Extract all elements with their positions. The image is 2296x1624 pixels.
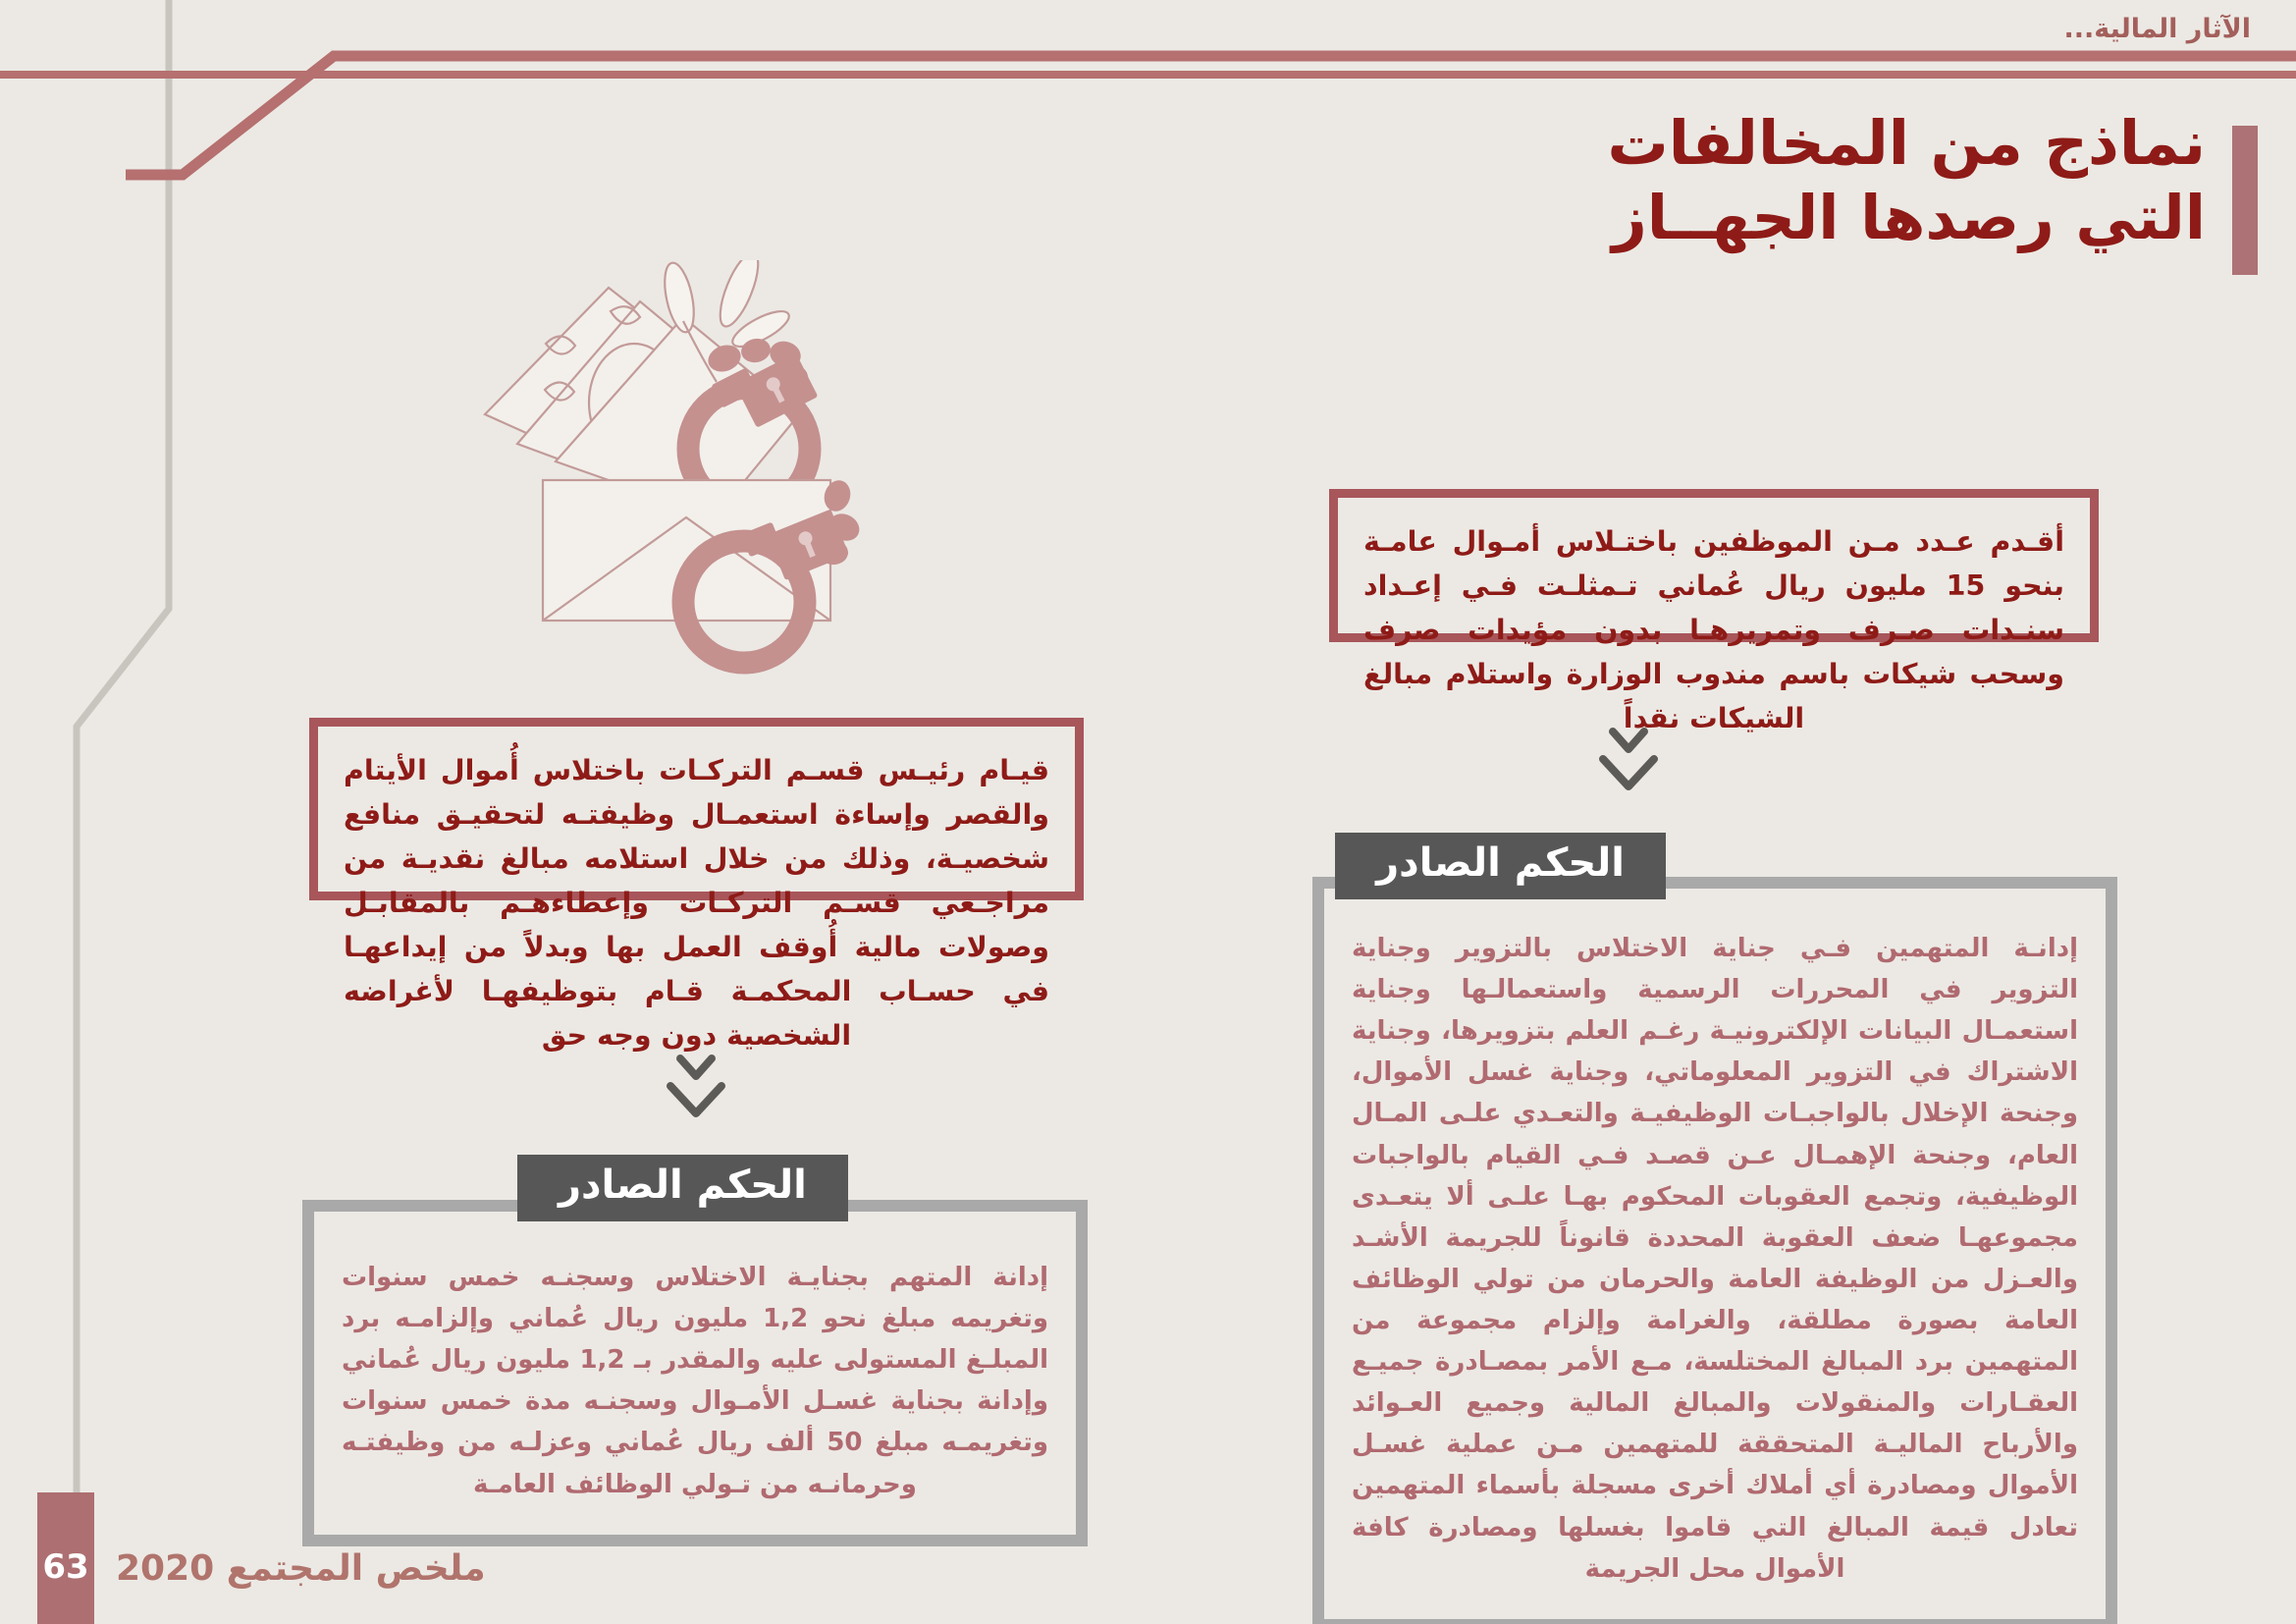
case-right-verdict-text: إدانـة المتهمين فـي جناية الاختلاس بالتزوير وجناية التزوير في المحررات الرسمية واستعمالـها وجناية استعمـال البيانات الإلكترونيـة رغـم العلم بتزويرها، وجناية الاشتراك في التزوير المعلوماتي، وجناية غسل الأموال، وجنحة الإخلال بالواجبـات الوظيفيـة والتعـدي علـى المـال العام، وجنحة الإهمـال عـن قصـد فـي القيام بالواجبات الوظيفية، وتجمع العقوبات المحكوم بهـا علـى ألا يتعـدى مجموعهـا ضعف العقوبة المحددة قانوناً للجريمة الأشـد والعـزل من الوظيفة العامة والحرمان من تولي الوظائف العامة بصورة مطلقة، والغرامة وإلزام مجموعة من المتهمين برد المبالغ المختلسة، مـع الأمر بمصـادرة جميـع العقـارات والمنقولات والمبالغ المالية وجميع العـوائد والأرباح الماليـة المتحققة للمتهمين مـن عملية غسـل الأموال ومصادرة أي أملاك أخرى مسجلة بأسماء المتهمين تعادل قيمة المبالغ التي قاموا بغسلها ومصادرة كافة الأموال محل الجريمة bbox=[1352, 934, 2078, 1584]
case-left-violation-text: قيـام رئيـس قسـم التركـات باختلاس أُموال الأيتام والقصر وإساءة استعمـال وظيفتـه لتحقيـق منافع شخصيـة، وذلك من خلال استلامه مبالغ نقديـة من مراجـعي قسـم التركـات وإعطاءهـم بالمقابـل وصولات مالية أُوقف العمل بها وبدلاً من إيداعهـا في حسـاب المحكمـة قـام بتوظيفهـا لأغراضه الشخصية دون وجه حق bbox=[344, 754, 1049, 1053]
page-kicker: الآثار المالية... bbox=[2063, 14, 2251, 44]
case-right-verdict-box bbox=[1312, 877, 2117, 1624]
case-left-violation-box bbox=[309, 718, 1084, 1053]
case-right-violation-box bbox=[1329, 489, 2099, 735]
page-title bbox=[1607, 106, 2206, 254]
case-left-verdict-box bbox=[302, 1200, 1088, 1546]
header-rule bbox=[0, 71, 2296, 79]
footer-page-number: 63 bbox=[42, 1547, 89, 1587]
page-title-line-2: التي رصدها الجهــاز bbox=[1612, 181, 2206, 253]
case-left-verdict-wrap bbox=[302, 1200, 1088, 1546]
case-left-flow-arrow bbox=[661, 1049, 731, 1121]
case-right-verdict-wrap bbox=[1312, 877, 2117, 1624]
case-right-flow-arrow bbox=[1593, 722, 1664, 794]
gray-connector-line bbox=[77, 0, 169, 1507]
case-right-violation-text: أقـدم عـدد مـن الموظفين باختـلاس أمـوال عامـة بنحو 15 مليون ريال عُماني تـمثلـت فـي إعـداد سنـدات صـرف وتمريرهـا بدون مؤيدات صرف وسحب شيكات باسم مندوب الوزارة واستلام مبالغ الشيكات نقداً bbox=[1363, 525, 2064, 735]
envelope-banknotes-handcuffs-illustration bbox=[461, 260, 933, 682]
footer-label: ملخص المجتمع 2020 bbox=[116, 1548, 486, 1589]
case-left-verdict-badge: الحكم الصادر bbox=[517, 1155, 848, 1221]
title-accent-bar bbox=[2232, 126, 2258, 275]
case-left-verdict-text: إدانة المتهم بجنايـة الاختلاس وسجنـه خمس سنوات وتغريمه مبلغ نحو 1,2 مليون ريال عُماني وإلزامـه برد المبلـغ المستولى عليه والمقدر بـ 1,2 مليون ريال عُماني وإدانة بجناية غسـل الأمـوال وسجنـه مدة خمس سنوات وتغريمـه مبلغ 50 ألف ريال عُماني وعزلـه من وظيفتـه وحرمانـه من تـولي الوظائف العامـة bbox=[342, 1263, 1049, 1499]
page-title-line-1: نماذج من المخالفات bbox=[1607, 107, 2206, 179]
case-right-verdict-badge: الحكم الصادر bbox=[1335, 833, 1666, 899]
